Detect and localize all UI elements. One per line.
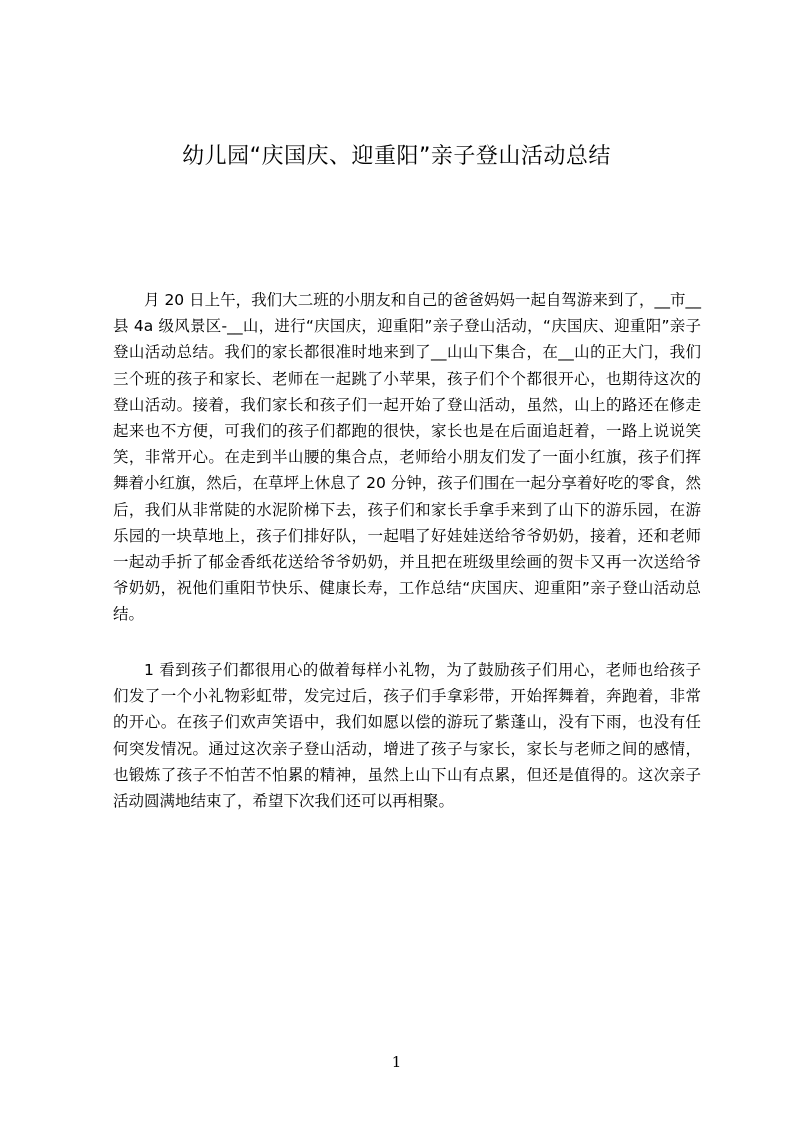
- body-paragraph-1: 月 20 日上午，我们大二班的小朋友和自己的爸爸妈妈一起自驾游来到了，__市__县 4a 级风景区-__山，进行“庆国庆，迎重阳”亲子登山活动，“庆国庆、迎重阳”亲子登山活动总结。我们的家长都很准时地来到了__山山下集合，在__山的正大门，我们三个班的孩子和家长、老师在一起跳了小苹果，孩子们个个都很开心，也期待这次的登山活动。接着，我们家长和孩子们一起开始了登山活动，虽然，山上的路还在修走起来也不方便，可我们的孩子们都跑的很快，家长也是在后面追赶着，一路上说说笑笑，非常开心。在走到半山腰的集合点，老师给小朋友们发了一面小红旗，孩子们挥舞着小红旗，然后，在草坪上休息了 20 分钟，孩子们围在一起分享着好吃的零食，然后，我们从非常陡的水泥阶梯下去，孩子们和家长手拿手来到了山下的游乐园，在游乐园的一块草地上，孩子们排好队，一起唱了好娃娃送给爷爷奶奶，接着，还和老师一起动手折了郁金香纸花送给爷爷奶奶，并且把在班级里绘画的贺卡又再一次送给爷爷奶奶，祝他们重阳节快乐、健康长寿，工作总结“庆国庆、迎重阳”亲子登山活动总结。: [113, 291, 701, 624]
- document-title: 幼儿园“庆国庆、迎重阳”亲子登山活动总结: [182, 144, 611, 169]
- page-number: 1: [391, 1053, 402, 1071]
- body-paragraph-2: 1 看到孩子们都很用心的做着每样小礼物，为了鼓励孩子们用心，老师也给孩子们发了一个小礼物彩虹带，发完过后，孩子们手拿彩带，开始挥舞着，奔跑着，非常的开心。在孩子们欢声笑语中，我们如愿以偿的游玩了紫蓬山，没有下雨，也没有任何突发情况。通过这次亲子登山活动，增进了孩子与家长，家长与老师之间的感情，也锻炼了孩子不怕苦不怕累的精神，虽然上山下山有点累，但还是值得的。这次亲子活动圆满地结束了，希望下次我们还可以再相聚。: [113, 661, 701, 811]
